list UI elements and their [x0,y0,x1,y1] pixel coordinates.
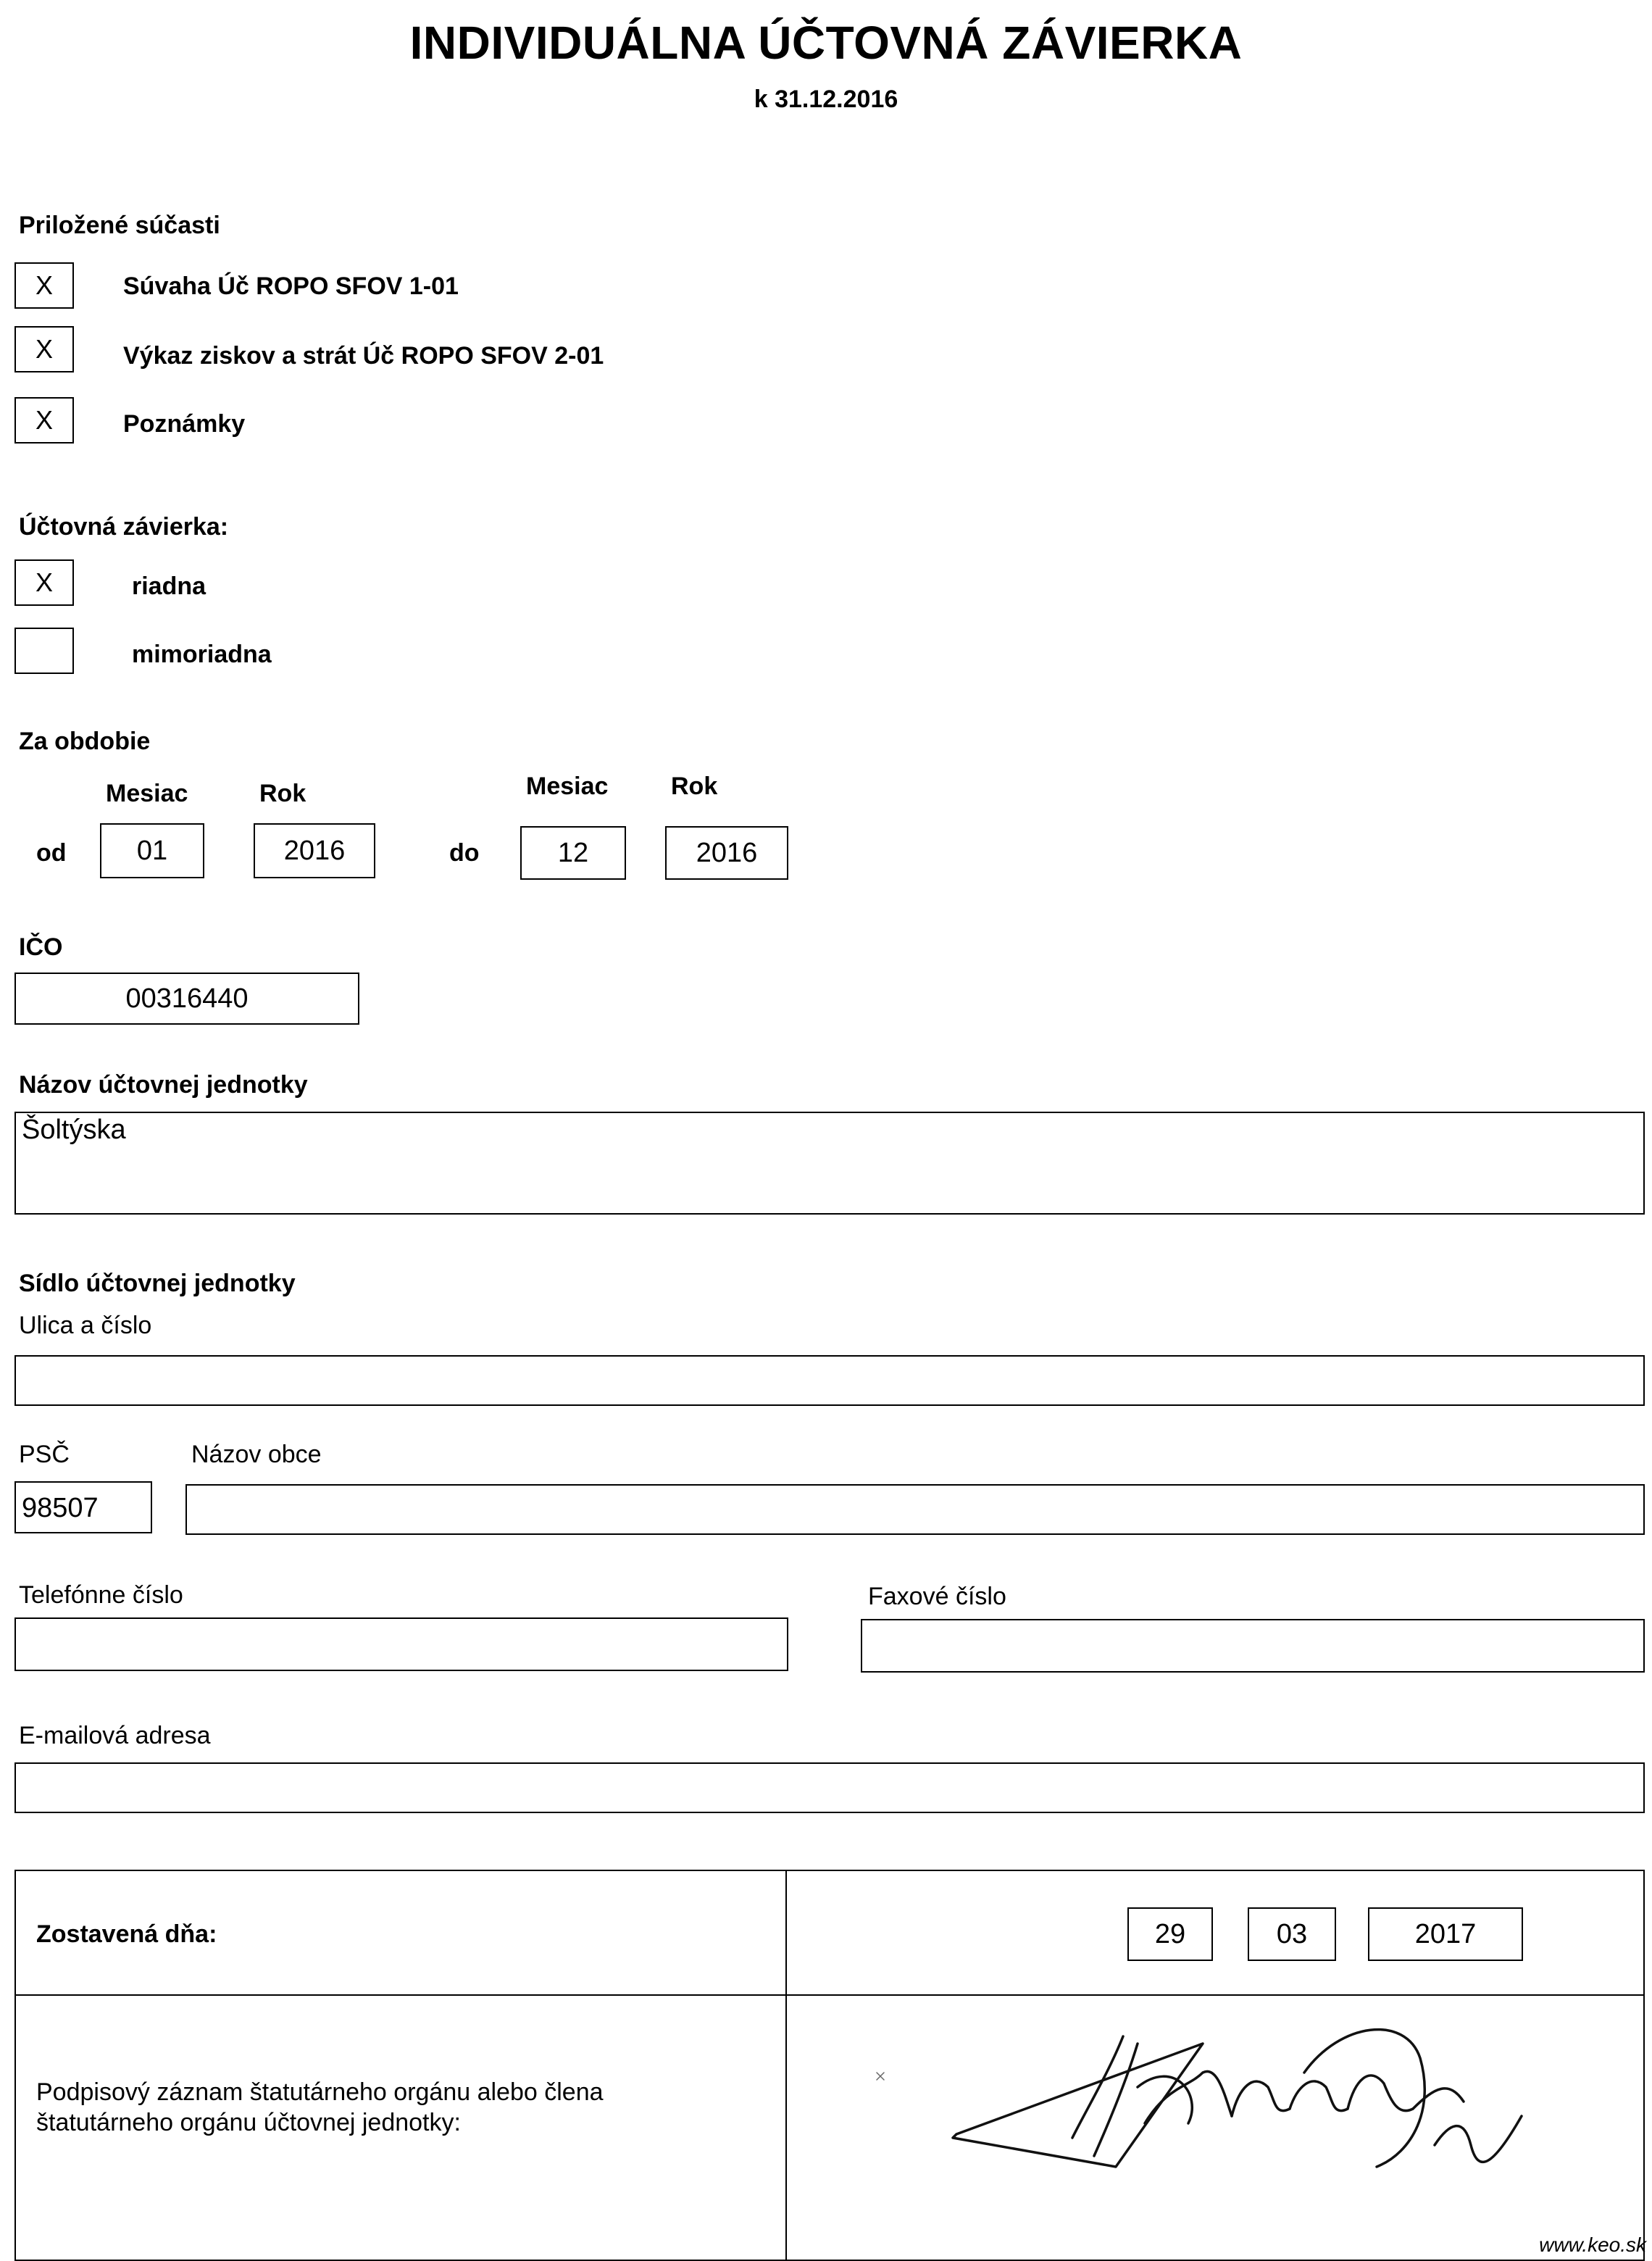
street-label: Ulica a číslo [19,1312,152,1339]
period-from-label: od [36,839,67,867]
attachment-checkbox-notes[interactable]: X [14,397,74,444]
email-field[interactable] [14,1762,1645,1813]
city-field[interactable] [185,1484,1645,1535]
page-title: INDIVIDUÁLNA ÚČTOVNÁ ZÁVIERKA [409,17,1243,69]
ico-field[interactable]: 00316440 [14,973,359,1025]
statement-type-checkbox-extraordinary[interactable] [14,628,74,674]
period-to-month-field[interactable]: 12 [520,826,626,880]
statement-type-heading: Účtovná závierka: [19,513,229,541]
entity-name-field[interactable]: Šoltýska [14,1112,1645,1215]
attachment-label-income-statement: Výkaz ziskov a strát Úč ROPO SFOV 2-01 [123,342,604,370]
period-from-month-field[interactable]: 01 [100,823,204,878]
period-heading: Za obdobie [19,728,151,755]
psc-field[interactable]: 98507 [14,1481,152,1533]
footer-website: www.keo.sk [1539,2233,1646,2256]
ico-label: IČO [19,933,63,961]
attachment-checkbox-balance-sheet[interactable]: X [14,262,74,309]
email-label: E-mailová adresa [19,1722,211,1749]
fax-field[interactable] [861,1619,1645,1673]
signature-table-divider-horizontal [16,1994,1643,1996]
period-to-year-label: Rok [671,773,718,800]
statement-type-label-regular: riadna [132,572,206,600]
phone-field[interactable] [14,1617,788,1671]
period-from-year-label: Rok [259,780,306,807]
entity-name-label: Názov účtovnej jednotky [19,1071,308,1099]
period-to-year-field[interactable]: 2016 [665,826,788,880]
compiled-year-field[interactable]: 2017 [1368,1907,1523,1961]
attachment-label-notes: Poznámky [123,410,246,438]
city-label: Názov obce [191,1441,322,1468]
compiled-day-field[interactable]: 29 [1127,1907,1213,1961]
address-heading: Sídlo účtovnej jednotky [19,1270,296,1297]
compiled-month-field[interactable]: 03 [1248,1907,1336,1961]
statement-type-checkbox-regular[interactable]: X [14,559,74,606]
page-subtitle: k 31.12.2016 [754,86,898,113]
period-to-month-label: Mesiac [526,773,609,800]
period-to-label: do [449,839,480,867]
signature-label-line2: štatutárneho orgánu účtovnej jednotky: [36,2109,461,2136]
signature-label-line1: Podpisový záznam štatutárneho orgánu alebo člena [36,2078,604,2106]
period-from-year-field[interactable]: 2016 [254,823,375,878]
attachment-label-balance-sheet: Súvaha Úč ROPO SFOV 1-01 [123,272,459,300]
attachments-heading: Priložené súčasti [19,212,220,239]
compiled-label: Zostavená dňa: [36,1920,217,1948]
attachment-checkbox-income-statement[interactable]: X [14,326,74,372]
handwritten-signature-image [797,2000,1638,2254]
signature-table-divider-vertical [785,1871,787,2260]
psc-label: PSČ [19,1441,70,1468]
statement-type-label-extraordinary: mimoriadna [132,641,272,668]
street-field[interactable] [14,1355,1645,1406]
fax-label: Faxové číslo [868,1583,1006,1610]
period-from-month-label: Mesiac [106,780,188,807]
phone-label: Telefónne číslo [19,1581,183,1609]
